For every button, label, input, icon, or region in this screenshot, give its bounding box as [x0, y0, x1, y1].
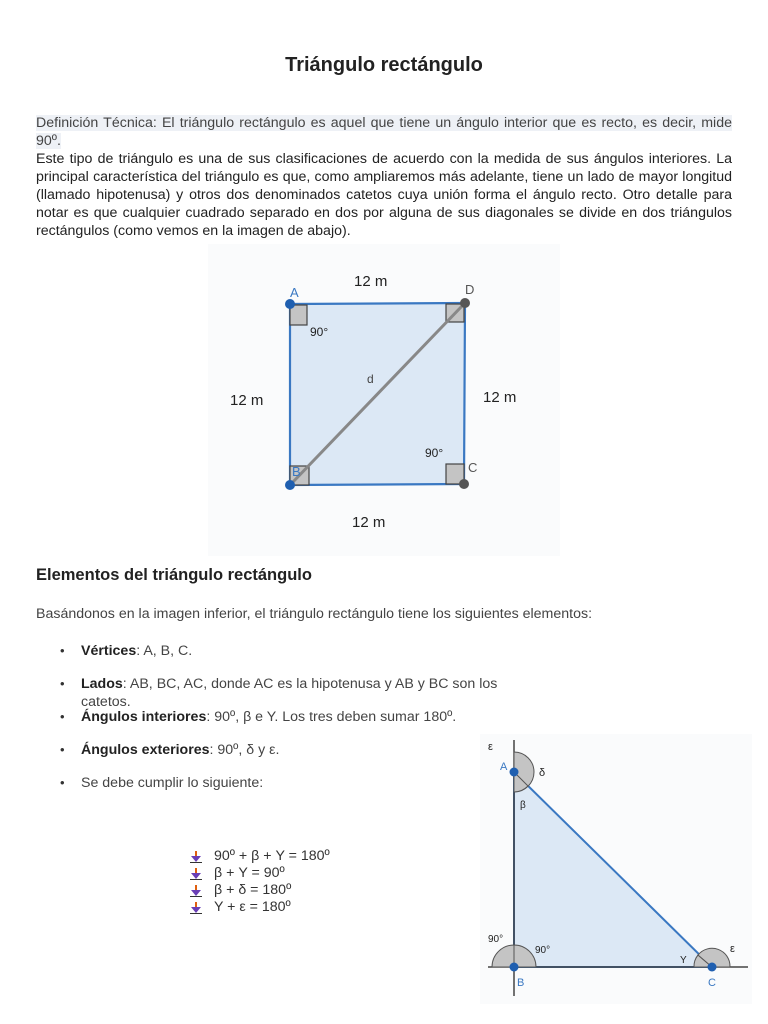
arrow-bullet-icon: [190, 851, 202, 863]
condition-text: Y + ε = 180º: [214, 899, 291, 915]
element-text: Se debe cumplir lo siguiente:: [81, 775, 264, 791]
angle-c-label: 90°: [425, 446, 444, 460]
vertex-b-point: [510, 963, 519, 972]
list-item: [60, 774, 530, 807]
side-bottom-label: 12 m: [352, 514, 386, 531]
condition-text: β + δ = 180º: [214, 882, 292, 898]
condition-item: [190, 865, 330, 882]
right-triangle-diagram: [480, 734, 752, 1004]
vertex-c-point: [459, 479, 469, 489]
vertex-c-label: C: [708, 977, 716, 989]
vertex-d-point: [460, 298, 470, 308]
condition-item: [190, 882, 330, 899]
side-top-label: 12 m: [354, 273, 388, 290]
intro-text: [36, 114, 732, 240]
diagonal-label: d: [367, 372, 374, 386]
vertex-c-label: C: [468, 460, 478, 475]
vertex-b-point: [285, 480, 295, 490]
page-title: Triángulo rectángulo: [285, 54, 483, 76]
section-heading: Elementos del triángulo rectángulo: [36, 566, 312, 584]
angle-b-interior-label: 90°: [535, 945, 551, 956]
elements-list: [60, 642, 530, 807]
angle-b-exterior-label: 90°: [488, 934, 504, 945]
epsilon-right-label: ε: [730, 943, 735, 955]
arrow-bullet-icon: [190, 885, 202, 897]
condition-text: 90º + β + Y = 180º: [214, 848, 330, 864]
vertex-a-point: [285, 299, 295, 309]
vertex-a-label: A: [500, 761, 508, 773]
element-text: : AB, BC, AC, donde AC es la hipotenusa y AB y BC son los catetos.: [81, 676, 498, 710]
epsilon-top-label: ε: [488, 741, 493, 753]
arrow-bullet-icon: [190, 902, 202, 914]
element-term: Ángulos exteriores: [81, 742, 210, 758]
list-item: [60, 741, 530, 774]
element-text: : 90º, β e Y. Los tres deben sumar 180º.: [206, 709, 457, 725]
vertex-a-point: [510, 768, 519, 777]
angle-a-label: 90°: [310, 325, 329, 339]
vertex-b-label: B: [517, 977, 525, 989]
side-left-label: 12 m: [230, 392, 264, 409]
vertex-a-label: A: [290, 285, 299, 300]
condition-item: [190, 899, 330, 916]
technical-definition: Definición Técnica: El triángulo rectángulo es aquel que tiene un ángulo interior que es recto, es decir, mide 90º.: [36, 115, 732, 149]
element-text: : 90º, δ y ε.: [209, 742, 280, 758]
side-right-label: 12 m: [483, 389, 517, 406]
element-term: Ángulos interiores: [81, 709, 207, 725]
condition-item: [190, 848, 330, 865]
element-term: Lados: [81, 676, 123, 692]
list-item: [60, 675, 530, 708]
list-item: [60, 642, 530, 675]
list-item: [60, 708, 530, 741]
element-term: Vértices: [81, 643, 137, 659]
conditions-list: [190, 848, 330, 916]
section-lead: Basándonos en la imagen inferior, el triángulo rectángulo tiene los siguientes elementos:: [36, 606, 593, 622]
gamma-label: Y: [680, 955, 687, 966]
square-diagram: [208, 244, 560, 556]
vertex-d-label: D: [465, 282, 475, 297]
element-text: : A, B, C.: [136, 643, 193, 659]
delta-label: δ: [539, 767, 546, 779]
beta-label: β: [520, 800, 526, 811]
intro-paragraph: Este tipo de triángulo es una de sus clasificaciones de acuerdo con la medida de sus ángulos interiores. La principal característica del triángulo es que, como ampliaremos más adelante, tiene un lado de mayor longitud (llamado hipotenusa) y otros dos denominados catetos cuya unión forma el ángulo recto. Otro detalle para notar es que cualquier cuadrado separado en dos por alguna de sus diagonales se divide en dos triángulos rectángulos (como vemos en la imagen de abajo).: [36, 151, 732, 239]
arrow-bullet-icon: [190, 868, 202, 880]
vertex-c-point: [708, 963, 717, 972]
condition-text: β + Y = 90º: [214, 865, 285, 881]
vertex-b-label: B: [292, 464, 301, 479]
